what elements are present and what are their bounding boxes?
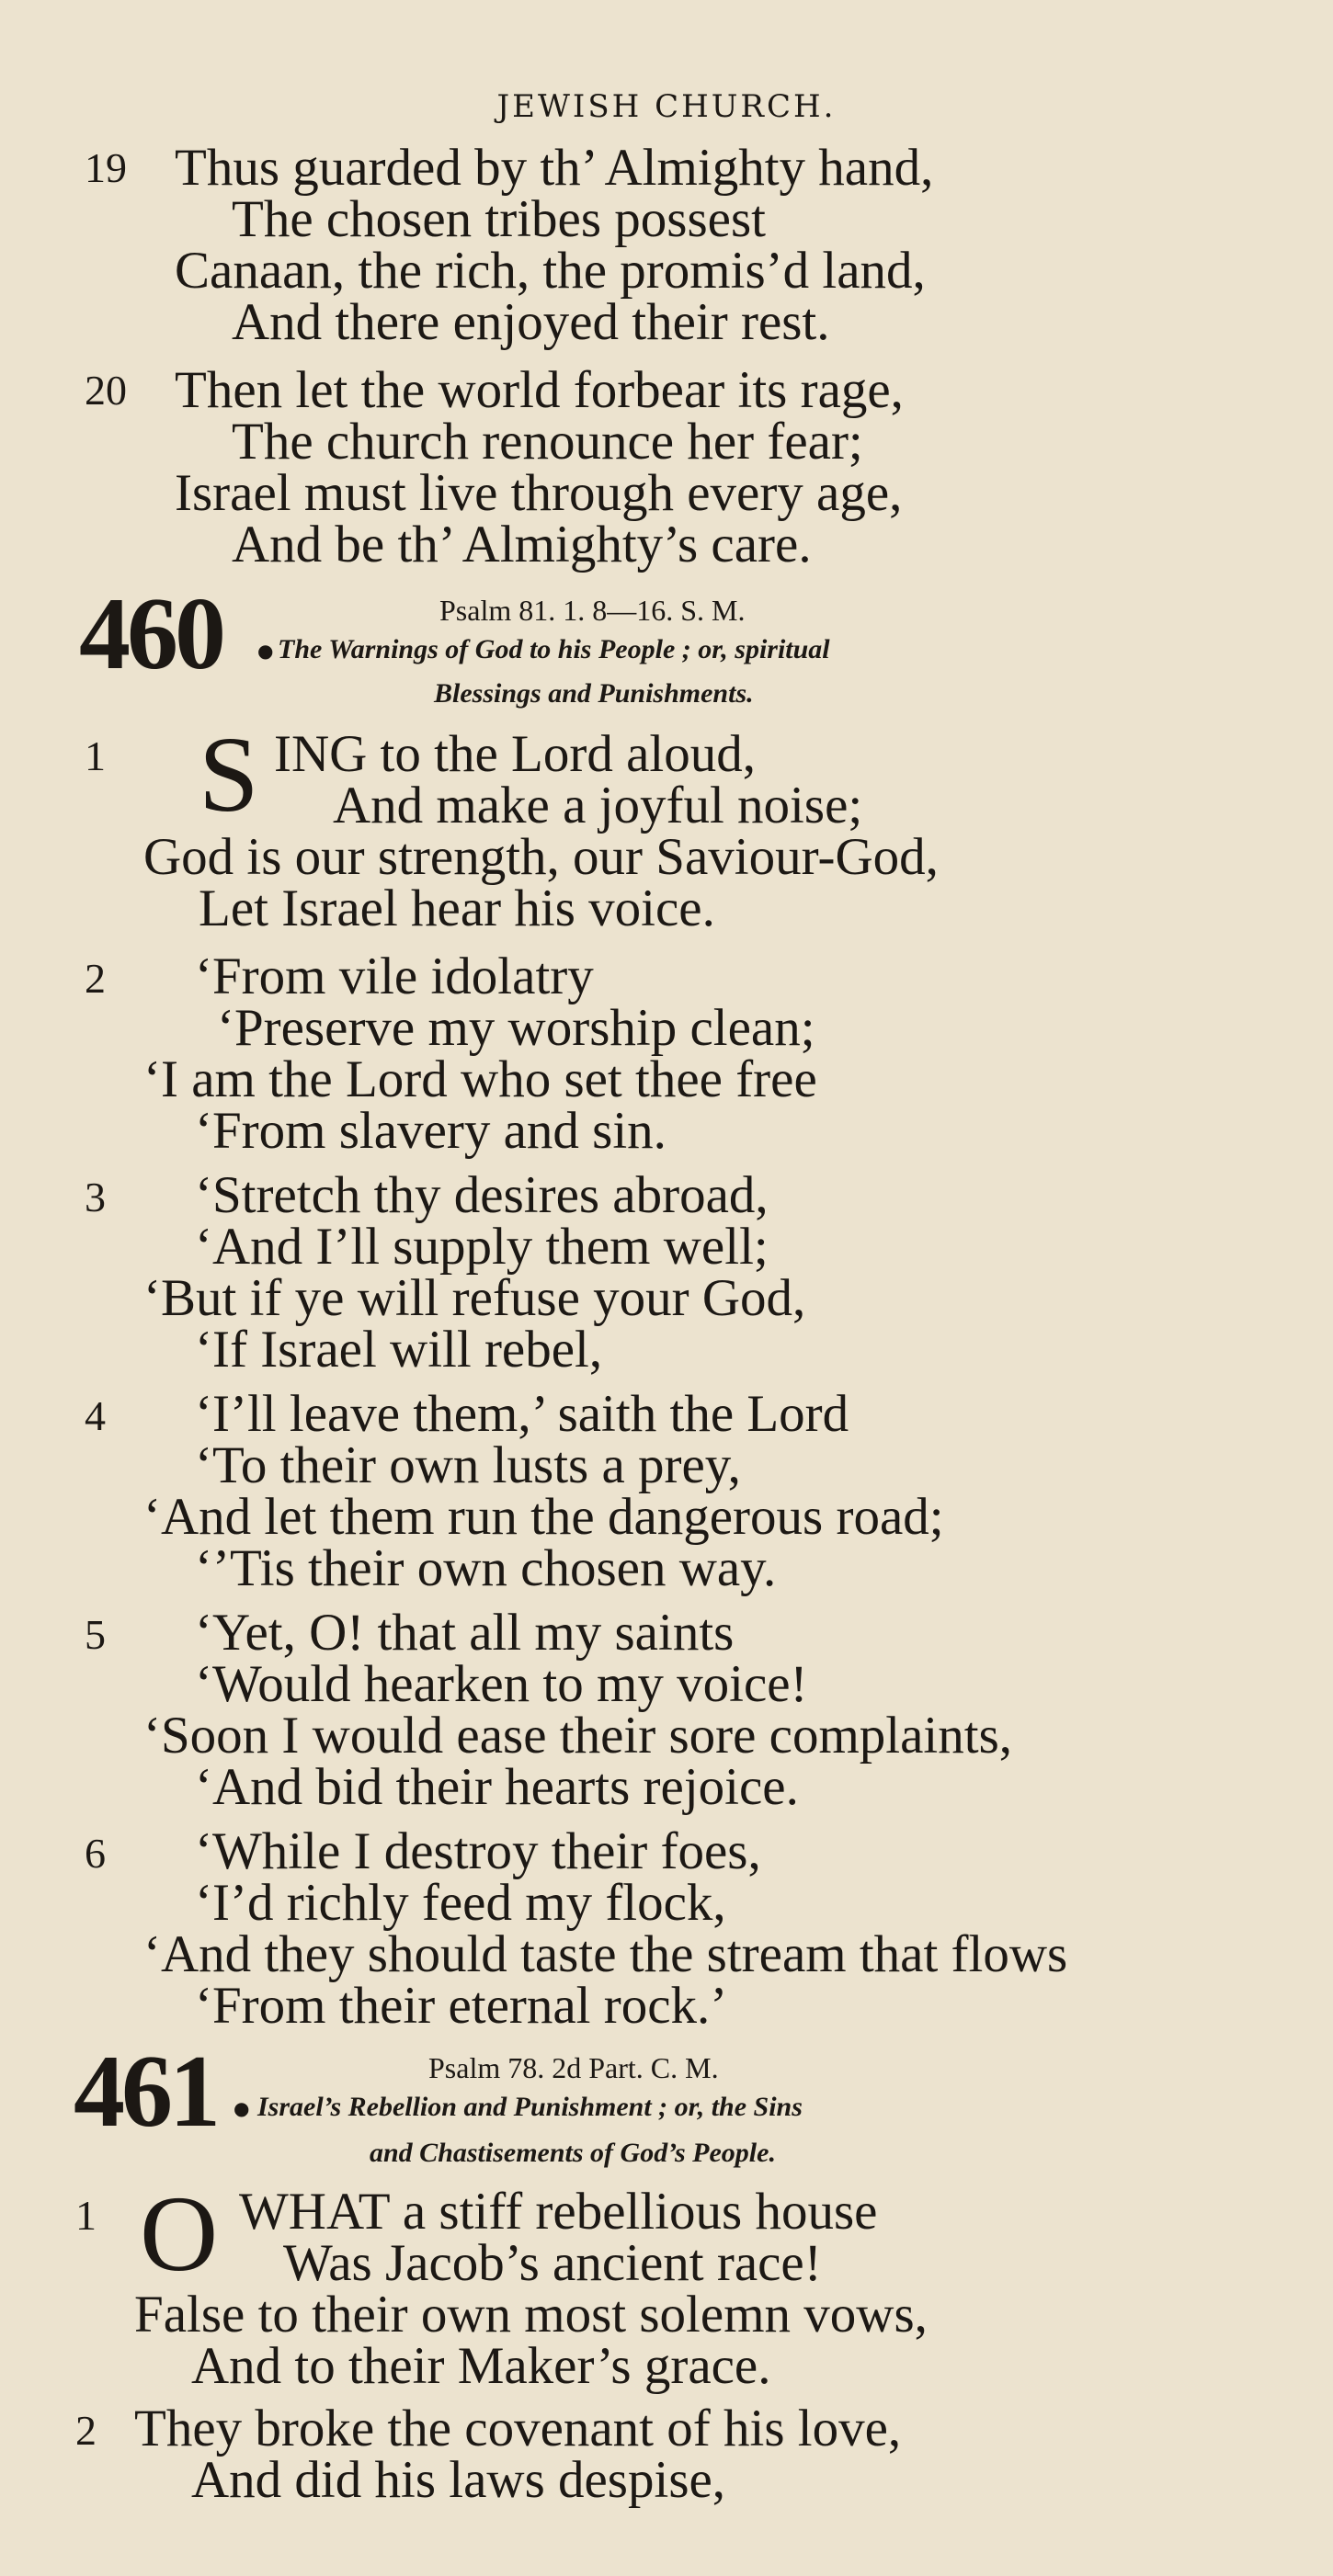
verse-number: 2 — [85, 955, 106, 1002]
hymn-title: Blessings and Punishments. — [434, 678, 754, 709]
verse-line: WHAT a stiff rebellious house — [239, 2183, 878, 2241]
verse-line: And did his laws despise, — [191, 2451, 726, 2509]
verse-line: ‘I’ll leave them,’ saith the Lord — [195, 1385, 849, 1443]
verse-line: And make a joyful noise; — [333, 777, 863, 834]
verse-line: The chosen tribes possest — [232, 190, 766, 248]
verse-line: ‘If Israel will rebel, — [195, 1321, 603, 1379]
verse-line: ‘I’d richly feed my flock, — [195, 1874, 726, 1932]
verse-line: ‘Preserve my worship clean; — [217, 999, 815, 1057]
verse-line: Israel must live through every age, — [175, 464, 903, 522]
verse-line: Then let the world forbear its rage, — [175, 361, 904, 419]
verse-number: 20 — [85, 367, 127, 414]
verse-line: And to their Maker’s grace. — [191, 2337, 771, 2395]
verse-line: Was Jacob’s ancient race! — [283, 2234, 822, 2292]
verse-line: ‘To their own lusts a prey, — [195, 1436, 741, 1494]
hymn-number-461: 461 — [74, 2035, 217, 2149]
verse-number: 5 — [85, 1611, 106, 1658]
hymn-title: Israel’s Rebellion and Punishment ; or, the Sins — [257, 2092, 803, 2122]
verse-line: ‘While I destroy their foes, — [195, 1822, 761, 1880]
drop-cap: S — [199, 714, 259, 834]
hymn-title: The Warnings of God to his People ; or, spiritual — [278, 634, 830, 664]
verse-line: ‘’Tis their own chosen way. — [195, 1539, 777, 1597]
verse-line: They broke the covenant of his love, — [134, 2400, 902, 2457]
verse-line: Let Israel hear his voice. — [199, 879, 715, 937]
verse-line: ‘From vile idolatry — [195, 948, 594, 1005]
verse-line: False to their own most solemn vows, — [134, 2286, 928, 2343]
psalm-reference: Psalm 81. 1. 8—16. S. M. — [439, 594, 746, 627]
verse-line: ING to the Lord aloud, — [274, 725, 756, 783]
verse-line: Thus guarded by th’ Almighty hand, — [175, 139, 934, 197]
verse-line: ‘And let them run the dangerous road; — [143, 1488, 944, 1546]
verse-line: ‘Yet, O! that all my saints — [195, 1604, 735, 1662]
verse-line: ‘But if ye will refuse your God, — [143, 1269, 806, 1327]
verse-number: 4 — [85, 1392, 106, 1439]
running-head: JEWISH CHURCH. — [496, 88, 837, 125]
verse-line: God is our strength, our Saviour-God, — [143, 828, 939, 886]
verse-line: ‘I am the Lord who set thee free — [143, 1050, 817, 1108]
drop-cap: O — [140, 2173, 219, 2294]
hymn-title: and Chastisements of God’s People. — [370, 2138, 776, 2168]
verse-line: ‘And they should taste the stream that flows — [143, 1925, 1068, 1983]
verse-line: ‘From their eternal rock.’ — [195, 1977, 728, 2035]
hymn-number-dot: ● — [234, 2097, 250, 2119]
psalm-reference: Psalm 78. 2d Part. C. M. — [428, 2051, 719, 2084]
verse-line: ‘And I’ll supply them well; — [195, 1218, 769, 1276]
verse-line: ‘From slavery and sin. — [195, 1102, 666, 1160]
verse-line: ‘And bid their hearts rejoice. — [195, 1758, 799, 1816]
verse-line: And be th’ Almighty’s care. — [232, 516, 812, 573]
verse-line: And there enjoyed their rest. — [232, 293, 830, 351]
hymn-number-dot: ● — [257, 640, 274, 662]
verse-line: The church renounce her fear; — [232, 413, 863, 471]
verse-line: Canaan, the rich, the promis’d land, — [175, 242, 926, 300]
hymn-number-460: 460 — [79, 577, 222, 691]
verse-line: ‘Soon I would ease their sore complaints, — [143, 1707, 1013, 1765]
verse-number: 1 — [85, 732, 106, 779]
verse-line: ‘Would hearken to my voice! — [195, 1655, 808, 1713]
verse-number: 2 — [75, 2407, 97, 2454]
verse-number: 19 — [85, 144, 127, 191]
verse-number: 6 — [85, 1830, 106, 1877]
verse-number: 1 — [75, 2192, 97, 2239]
verse-line: ‘Stretch thy desires abroad, — [195, 1166, 769, 1224]
verse-number: 3 — [85, 1174, 106, 1220]
